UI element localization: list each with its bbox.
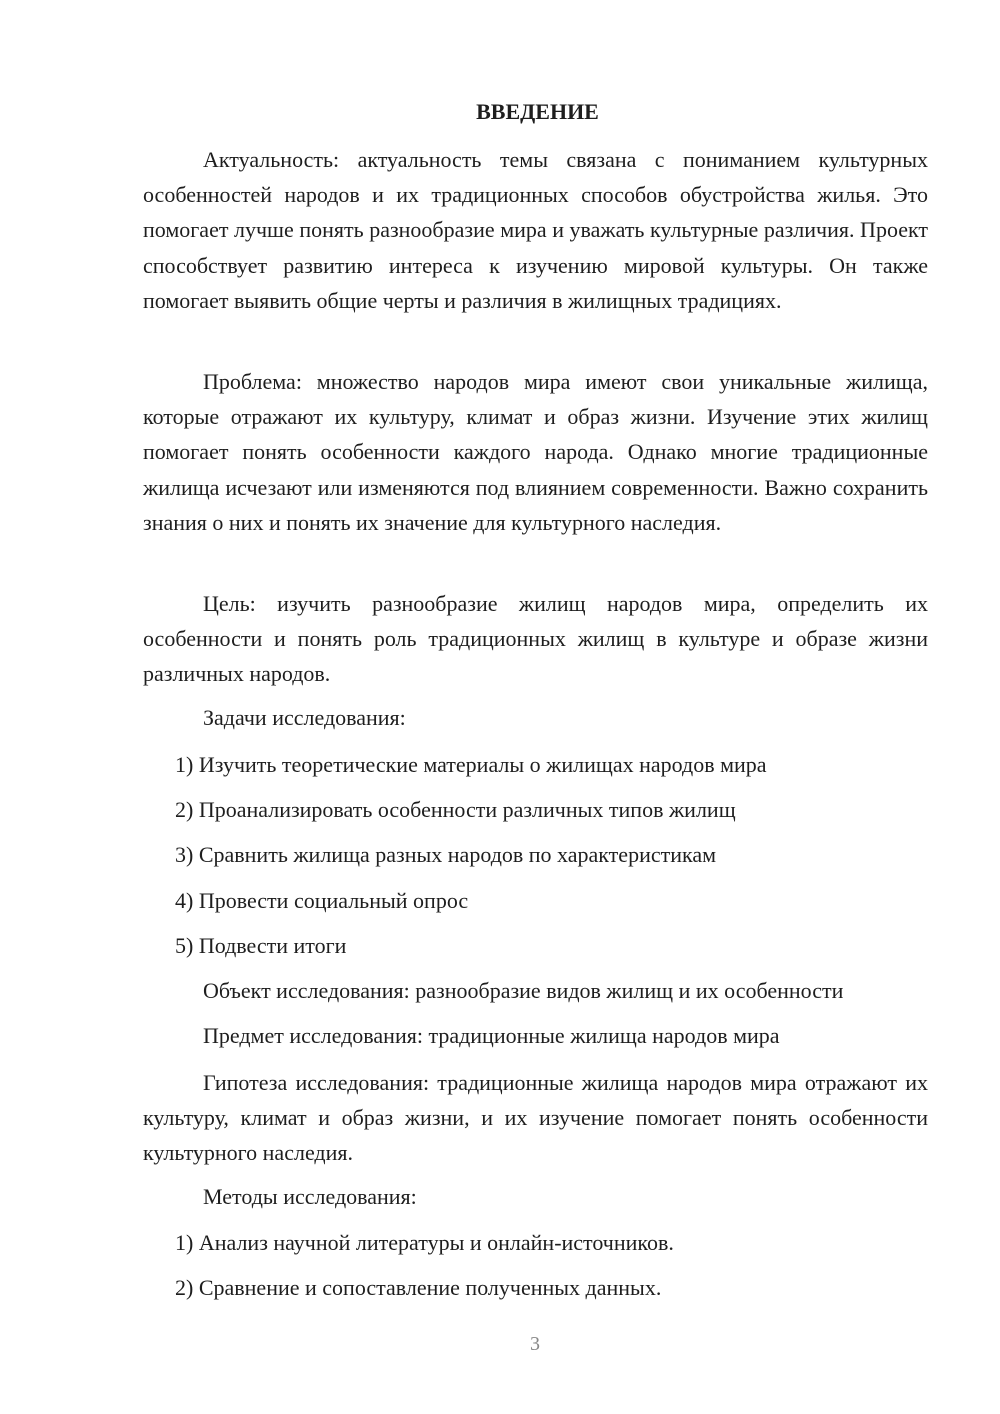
task-item: 1) Изучить теоретические материалы о жилищах народов мира bbox=[175, 752, 767, 777]
task-item: 2) Проанализировать особенности различных типов жилищ bbox=[175, 797, 736, 822]
research-object: Объект исследования: разнообразие видов жилищ и их особенности bbox=[203, 978, 844, 1003]
method-item: 1) Анализ научной литературы и онлайн-источников. bbox=[175, 1230, 674, 1255]
paragraph-goal: Цель: изучить разнообразие жилищ народов мира, определить их особенности и понять роль традиционных жилищ в культуре и образе жизни различных народов. bbox=[143, 591, 928, 687]
page-number: 3 bbox=[530, 1333, 540, 1355]
task-item: 5) Подвести итоги bbox=[175, 933, 347, 958]
paragraph-problem: Проблема: множество народов мира имеют свои уникальные жилища, которые отражают их культуру, климат и образ жизни. Изучение этих жилищ помогает понять особенности каждого народа. Однако многие традиционные жилища исчезают или изменяются под влиянием современности. Важно сохранить знания о них и понять их значение для культурного наследия. bbox=[143, 369, 928, 535]
tasks-heading: Задачи исследования: bbox=[203, 705, 406, 730]
paragraph-hypothesis: Гипотеза исследования: традиционные жилища народов мира отражают их культуру, климат и образ жизни, и их изучение помогает понять особенности культурного наследия. bbox=[143, 1070, 928, 1166]
method-item: 2) Сравнение и сопоставление полученных данных. bbox=[175, 1275, 662, 1300]
task-item: 3) Сравнить жилища разных народов по характеристикам bbox=[175, 842, 717, 867]
methods-heading: Методы исследования: bbox=[203, 1184, 417, 1209]
task-item: 4) Провести социальный опрос bbox=[175, 888, 469, 913]
research-subject: Предмет исследования: традиционные жилища народов мира bbox=[203, 1023, 780, 1048]
page-title: ВВЕДЕНИЕ bbox=[476, 99, 599, 124]
paragraph-relevance: Актуальность: актуальность темы связана с пониманием культурных особенностей народов и их традиционных способов обустройства жилья. Это помогает лучше понять разнообразие мира и уважать культурные различия. Проект способствует развитию интереса к изучению мировой культуры. Он также помогает выявить общие черты и различия в жилищных традициях. bbox=[143, 147, 928, 313]
